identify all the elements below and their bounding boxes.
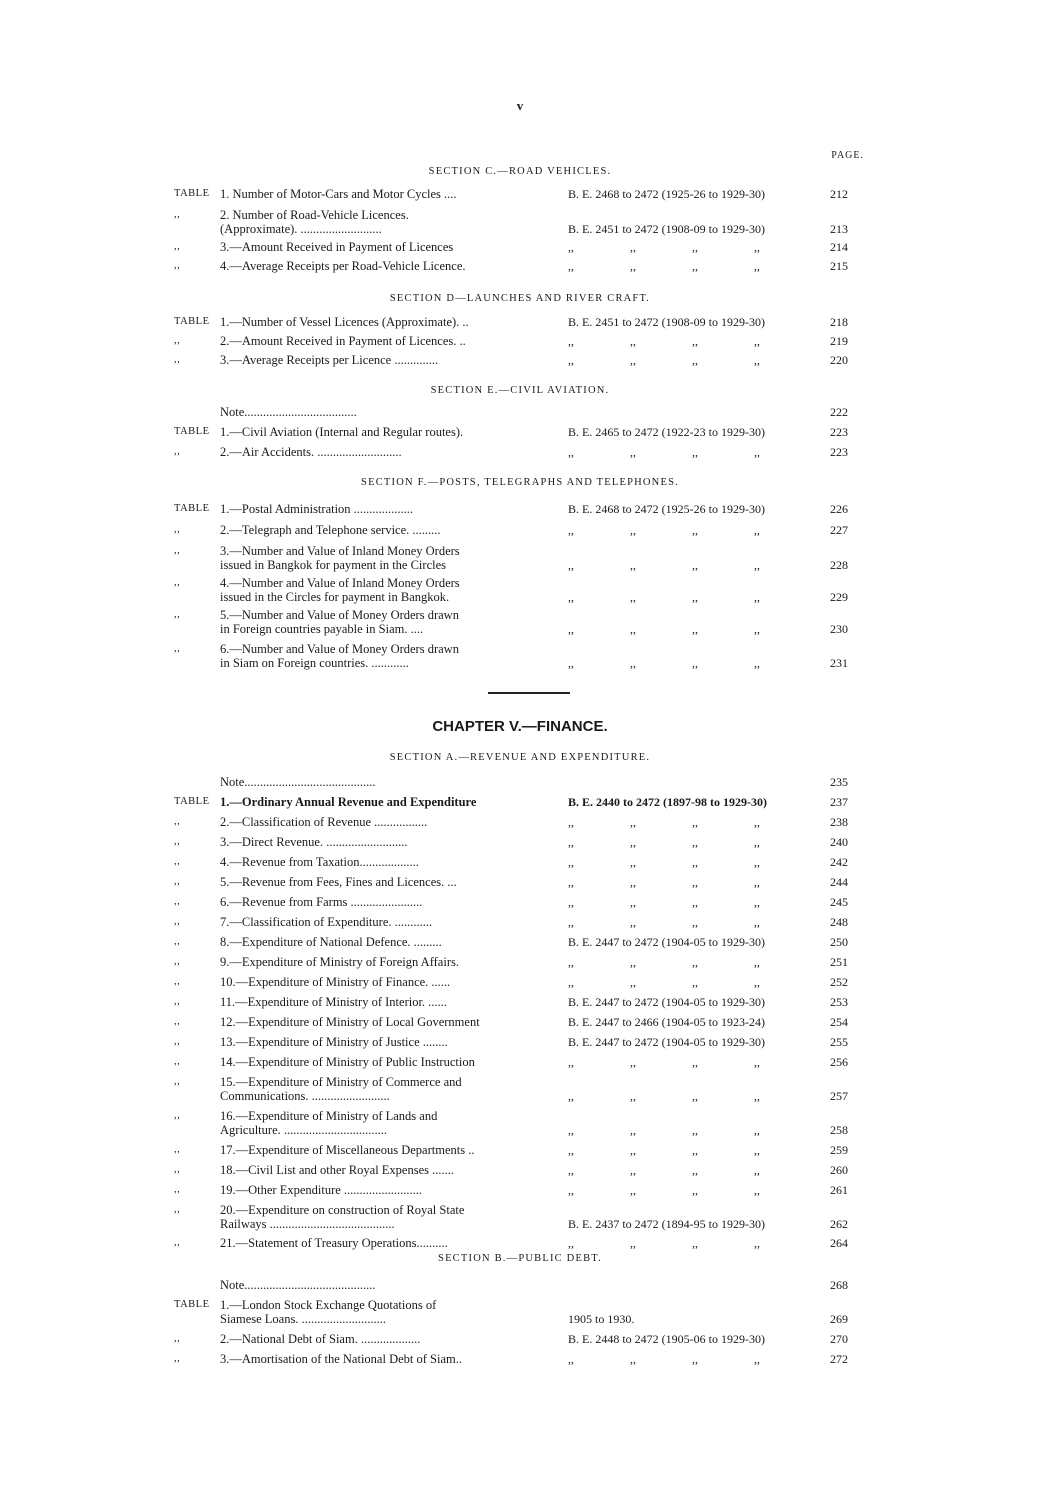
entry-page: 213 [830,222,848,236]
entry-page: 259 [830,1143,848,1157]
ditto-mark: ,, [630,240,636,254]
ditto-mark: ,, [568,259,574,273]
ditto-mark: ,, [568,955,574,969]
entry-title: 10.—Expenditure of Ministry of Finance. ...... [220,975,451,989]
section-heading: SECTION D—LAUNCHES AND RIVER CRAFT. [389,293,651,304]
entry-period: B. E. 2468 to 2472 (1925-26 to 1929-30) [568,502,765,516]
ditto-mark: ,, [568,1352,574,1366]
ditto-mark: ,, [692,1143,698,1157]
entry-page: 251 [830,955,848,969]
entry-period [568,1089,818,1103]
entry-title: 4.—Average Receipts per Road-Vehicle Licence. [220,259,466,273]
table-label: ,, [174,956,181,967]
entry-period: B. E. 2465 to 2472 (1922-23 to 1929-30) [568,425,765,439]
ditto-mark: ,, [754,259,760,273]
entry-title: 1.—Postal Administration ................... [220,502,414,516]
ditto-mark: ,, [754,955,760,969]
entry-title: 13.—Expenditure of Ministry of Justice ........ [220,1035,448,1049]
entry-title: 6.—Number and Value of Money Orders drawn in Siam on Foreign countries. ............ [220,642,459,670]
entry-page: 215 [830,259,848,273]
ditto-mark: ,, [568,622,574,636]
ditto-mark: ,, [630,915,636,929]
table-label: ,, [174,1110,181,1121]
entry-title: 9.—Expenditure of Ministry of Foreign Affairs. [220,955,459,969]
ditto-mark: ,, [568,915,574,929]
ditto-mark: ,, [692,815,698,829]
entry-page: 256 [830,1055,848,1069]
entry-title: 2. Number of Road-Vehicle Licences. (Approximate). .......................... [220,208,409,236]
ditto-mark: ,, [568,445,574,459]
ditto-mark: ,, [692,1183,698,1197]
ditto-mark: ,, [692,1055,698,1069]
entry-page: 268 [830,1278,848,1292]
ditto-mark: ,, [754,855,760,869]
ditto-mark: ,, [630,815,636,829]
table-label: ,, [174,836,181,847]
table-label: ,, [174,524,181,535]
entry-page: 272 [830,1352,848,1366]
page-column-header: PAGE. [831,150,864,161]
ditto-mark: ,, [692,855,698,869]
table-label: ,, [174,609,181,620]
entry-period: B. E. 2468 to 2472 (1925-26 to 1929-30) [568,187,765,201]
ditto-mark: ,, [568,353,574,367]
entry-page: 270 [830,1332,848,1346]
ditto-mark: ,, [568,875,574,889]
chapter-heading: CHAPTER V.—FINANCE. [432,718,608,735]
entry-title: Note.................................... [220,405,357,419]
ditto-mark: ,, [568,835,574,849]
ditto-mark: ,, [630,445,636,459]
table-label: ,, [174,1056,181,1067]
entry-period [568,334,818,348]
entry-period: B. E. 2437 to 2472 (1894-95 to 1929-30) [568,1217,765,1231]
ditto-mark: ,, [754,590,760,604]
table-label: ,, [174,1144,181,1155]
entry-title: 19.—Other Expenditure ......................... [220,1183,423,1197]
entry-period [568,1183,818,1197]
ditto-mark: ,, [630,334,636,348]
entry-title: 2.—Air Accidents. ........................... [220,445,402,459]
entry-page: 231 [830,656,848,670]
entry-page: 240 [830,835,848,849]
table-label: ,, [174,1237,181,1248]
section-heading: SECTION C.—ROAD VEHICLES. [428,166,612,177]
table-label: ,, [174,577,181,588]
ditto-mark: ,, [630,1123,636,1137]
table-label: ,, [174,896,181,907]
ditto-mark: ,, [630,895,636,909]
table-label: ,, [174,209,181,220]
entry-period: B. E. 2447 to 2472 (1904-05 to 1929-30) [568,995,765,1009]
table-label: ,, [174,996,181,1007]
section-heading: SECTION A.—REVENUE AND EXPENDITURE. [389,752,651,763]
ditto-mark: ,, [568,240,574,254]
entry-period: B. E. 2448 to 2472 (1905-06 to 1929-30) [568,1332,765,1346]
ditto-mark: ,, [754,1055,760,1069]
entry-page: 248 [830,915,848,929]
entry-page: 257 [830,1089,848,1103]
table-label: ,, [174,856,181,867]
ditto-mark: ,, [630,523,636,537]
ditto-mark: ,, [754,1123,760,1137]
ditto-mark: ,, [568,1055,574,1069]
entry-title: 3.—Average Receipts per Licence .............. [220,353,439,367]
ditto-mark: ,, [754,1143,760,1157]
ditto-mark: ,, [630,975,636,989]
ditto-mark: ,, [630,259,636,273]
table-label: ,, [174,1016,181,1027]
ditto-mark: ,, [754,240,760,254]
entry-page: 262 [830,1217,848,1231]
entry-title: 11.—Expenditure of Ministry of Interior. ...... [220,995,447,1009]
table-label: ,, [174,816,181,827]
entry-page: 218 [830,315,848,329]
ditto-mark: ,, [692,915,698,929]
section-rule [488,692,570,694]
entry-page: 261 [830,1183,848,1197]
entry-page: 242 [830,855,848,869]
ditto-mark: ,, [630,1352,636,1366]
table-label: ,, [174,241,181,252]
ditto-mark: ,, [630,1183,636,1197]
entry-page: 220 [830,353,848,367]
table-label: TABLE [174,1299,210,1310]
entry-page: 226 [830,502,848,516]
ditto-mark: ,, [754,875,760,889]
table-label: TABLE [174,316,210,327]
table-label: ,, [174,1076,181,1087]
entry-title: 5.—Revenue from Fees, Fines and Licences. ... [220,875,457,889]
ditto-mark: ,, [754,1089,760,1103]
entry-title: 21.—Statement of Treasury Operations.......... [220,1236,448,1250]
entry-page: 238 [830,815,848,829]
ditto-mark: ,, [692,334,698,348]
table-label: ,, [174,1184,181,1195]
entry-period [568,875,818,889]
entry-period [568,1055,818,1069]
entry-page: 214 [830,240,848,254]
entry-period [568,622,818,636]
ditto-mark: ,, [692,353,698,367]
ditto-mark: ,, [692,445,698,459]
entry-title: 17.—Expenditure of Miscellaneous Departments .. [220,1143,475,1157]
ditto-mark: ,, [754,1352,760,1366]
entry-title: 18.—Civil List and other Royal Expenses ....... [220,1163,455,1177]
ditto-mark: ,, [630,1089,636,1103]
ditto-mark: ,, [568,1143,574,1157]
entry-period: B. E. 2447 to 2466 (1904-05 to 1923-24) [568,1015,765,1029]
ditto-mark: ,, [630,622,636,636]
entry-period: B. E. 2447 to 2472 (1904-05 to 1929-30) [568,1035,765,1049]
ditto-mark: ,, [754,558,760,572]
entry-page: 258 [830,1123,848,1137]
entry-title: Note.......................................... [220,775,376,789]
entry-period: B. E. 2440 to 2472 (1897-98 to 1929-30) [568,795,767,809]
ditto-mark: ,, [692,835,698,849]
ditto-mark: ,, [630,835,636,849]
table-label: ,, [174,1036,181,1047]
ditto-mark: ,, [692,259,698,273]
entry-page: 223 [830,445,848,459]
table-label: ,, [174,916,181,927]
ditto-mark: ,, [630,558,636,572]
entry-title: 1.—Civil Aviation (Internal and Regular routes). [220,425,464,439]
entry-period [568,259,818,273]
ditto-mark: ,, [568,895,574,909]
ditto-mark: ,, [630,955,636,969]
entry-page: 223 [830,425,848,439]
ditto-mark: ,, [692,558,698,572]
entry-page: 254 [830,1015,848,1029]
table-label: TABLE [174,188,210,199]
entry-page: 230 [830,622,848,636]
table-label: ,, [174,354,181,365]
ditto-mark: ,, [754,835,760,849]
ditto-mark: ,, [630,875,636,889]
entry-title: 14.—Expenditure of Ministry of Public Instruction [220,1055,475,1069]
ditto-mark: ,, [692,240,698,254]
ditto-mark: ,, [692,590,698,604]
ditto-mark: ,, [692,656,698,670]
entry-page: 264 [830,1236,848,1250]
ditto-mark: ,, [754,353,760,367]
ditto-mark: ,, [630,656,636,670]
table-label: ,, [174,1353,181,1364]
entry-title: 6.—Revenue from Farms ....................... [220,895,423,909]
table-label: ,, [174,545,181,556]
table-label: ,, [174,643,181,654]
ditto-mark: ,, [692,1236,698,1250]
entry-page: 219 [830,334,848,348]
entry-period [568,445,818,459]
table-label: ,, [174,1204,181,1215]
entry-period [568,523,818,537]
entry-page: 255 [830,1035,848,1049]
section-heading: SECTION F.—POSTS, TELEGRAPHS AND TELEPHONES. [361,477,679,488]
ditto-mark: ,, [754,915,760,929]
entry-page: 229 [830,590,848,604]
entry-title: 20.—Expenditure on construction of Royal State Railways ........................................ [220,1203,465,1231]
entry-title: 4.—Number and Value of Inland Money Orders issued in the Circles for payment in Bangkok. [220,576,460,604]
ditto-mark: ,, [568,590,574,604]
entry-period [568,855,818,869]
ditto-mark: ,, [630,1236,636,1250]
entry-period [568,895,818,909]
ditto-mark: ,, [692,955,698,969]
ditto-mark: ,, [754,815,760,829]
entry-page: 222 [830,405,848,419]
entry-title: 2.—Amount Received in Payment of Licences. .. [220,334,466,348]
entry-period [568,656,818,670]
entry-period: B. E. 2451 to 2472 (1908-09 to 1929-30) [568,315,765,329]
table-label: TABLE [174,503,210,514]
entry-page: 212 [830,187,848,201]
table-label: ,, [174,446,181,457]
entry-title: 1. Number of Motor-Cars and Motor Cycles .... [220,187,457,201]
ditto-mark: ,, [754,622,760,636]
entry-title: 2.—National Debt of Siam. ................... [220,1332,421,1346]
entry-title: 2.—Classification of Revenue ................. [220,815,428,829]
ditto-mark: ,, [630,353,636,367]
entry-period [568,558,818,572]
ditto-mark: ,, [692,895,698,909]
entry-period [568,1123,818,1137]
ditto-mark: ,, [630,1163,636,1177]
ditto-mark: ,, [692,1163,698,1177]
entry-title: 3.—Amortisation of the National Debt of Siam.. [220,1352,462,1366]
entry-title: 8.—Expenditure of National Defence. ......... [220,935,442,949]
entry-period: 1905 to 1930. [568,1312,635,1326]
entry-page: 237 [830,795,848,809]
table-label: ,, [174,1333,181,1344]
ditto-mark: ,, [754,895,760,909]
entry-period [568,240,818,254]
ditto-mark: ,, [754,334,760,348]
entry-title: 5.—Number and Value of Money Orders drawn in Foreign countries payable in Siam. .... [220,608,459,636]
table-label: ,, [174,976,181,987]
ditto-mark: ,, [568,1089,574,1103]
entry-period [568,915,818,929]
entry-period [568,353,818,367]
ditto-mark: ,, [630,1143,636,1157]
ditto-mark: ,, [692,1123,698,1137]
ditto-mark: ,, [568,656,574,670]
ditto-mark: ,, [568,523,574,537]
entry-period [568,815,818,829]
table-label: ,, [174,876,181,887]
entry-page: 245 [830,895,848,909]
entry-period [568,1352,818,1366]
ditto-mark: ,, [568,855,574,869]
entry-page: 260 [830,1163,848,1177]
entry-period [568,1236,818,1250]
table-label: ,, [174,936,181,947]
table-label: ,, [174,335,181,346]
entry-period [568,955,818,969]
entry-page: 244 [830,875,848,889]
entry-title: 2.—Telegraph and Telephone service. ......... [220,523,441,537]
entry-title: 3.—Direct Revenue. .......................... [220,835,408,849]
entry-title: 15.—Expenditure of Ministry of Commerce and Communications. ......................... [220,1075,462,1103]
entry-title: 1.—London Stock Exchange Quotations of Siamese Loans. ........................... [220,1298,437,1326]
table-label: ,, [174,1164,181,1175]
ditto-mark: ,, [630,590,636,604]
entry-period [568,1143,818,1157]
entry-page: 252 [830,975,848,989]
ditto-mark: ,, [754,656,760,670]
ditto-mark: ,, [568,1123,574,1137]
ditto-mark: ,, [568,815,574,829]
entry-period: B. E. 2451 to 2472 (1908-09 to 1929-30) [568,222,765,236]
entry-title: 16.—Expenditure of Ministry of Lands and Agriculture. ................................. [220,1109,438,1137]
section-heading: SECTION E.—CIVIL AVIATION. [430,385,610,396]
ditto-mark: ,, [568,1163,574,1177]
section-heading: SECTION B.—PUBLIC DEBT. [438,1253,602,1264]
entry-period [568,975,818,989]
entry-period [568,590,818,604]
page-number: v [516,98,524,113]
ditto-mark: ,, [568,975,574,989]
entry-title: 3.—Amount Received in Payment of Licences [220,240,454,254]
table-label: TABLE [174,796,210,807]
entry-period: B. E. 2447 to 2472 (1904-05 to 1929-30) [568,935,765,949]
ditto-mark: ,, [754,1236,760,1250]
ditto-mark: ,, [568,1236,574,1250]
entry-page: 253 [830,995,848,1009]
ditto-mark: ,, [754,975,760,989]
entry-title: 7.—Classification of Expenditure. ............ [220,915,433,929]
entry-page: 228 [830,558,848,572]
entry-period [568,835,818,849]
entry-page: 235 [830,775,848,789]
ditto-mark: ,, [692,975,698,989]
entry-title: Note.......................................... [220,1278,376,1292]
ditto-mark: ,, [754,1183,760,1197]
ditto-mark: ,, [568,334,574,348]
ditto-mark: ,, [630,1055,636,1069]
entry-page: 250 [830,935,848,949]
table-label: ,, [174,260,181,271]
ditto-mark: ,, [692,523,698,537]
entry-page: 269 [830,1312,848,1326]
ditto-mark: ,, [754,523,760,537]
ditto-mark: ,, [692,1352,698,1366]
ditto-mark: ,, [754,445,760,459]
table-label: TABLE [174,426,210,437]
entry-period [568,1163,818,1177]
ditto-mark: ,, [754,1163,760,1177]
entry-title: 1.—Number of Vessel Licences (Approximate). .. [220,315,469,329]
ditto-mark: ,, [568,558,574,572]
ditto-mark: ,, [630,855,636,869]
ditto-mark: ,, [692,1089,698,1103]
entry-title: 4.—Revenue from Taxation................... [220,855,419,869]
ditto-mark: ,, [692,875,698,889]
entry-page: 227 [830,523,848,537]
entry-title: 1.—Ordinary Annual Revenue and Expenditure [220,795,477,809]
ditto-mark: ,, [568,1183,574,1197]
ditto-mark: ,, [692,622,698,636]
entry-title: 3.—Number and Value of Inland Money Orders issued in Bangkok for payment in the Circles [220,544,460,572]
entry-title: 12.—Expenditure of Ministry of Local Government [220,1015,480,1029]
